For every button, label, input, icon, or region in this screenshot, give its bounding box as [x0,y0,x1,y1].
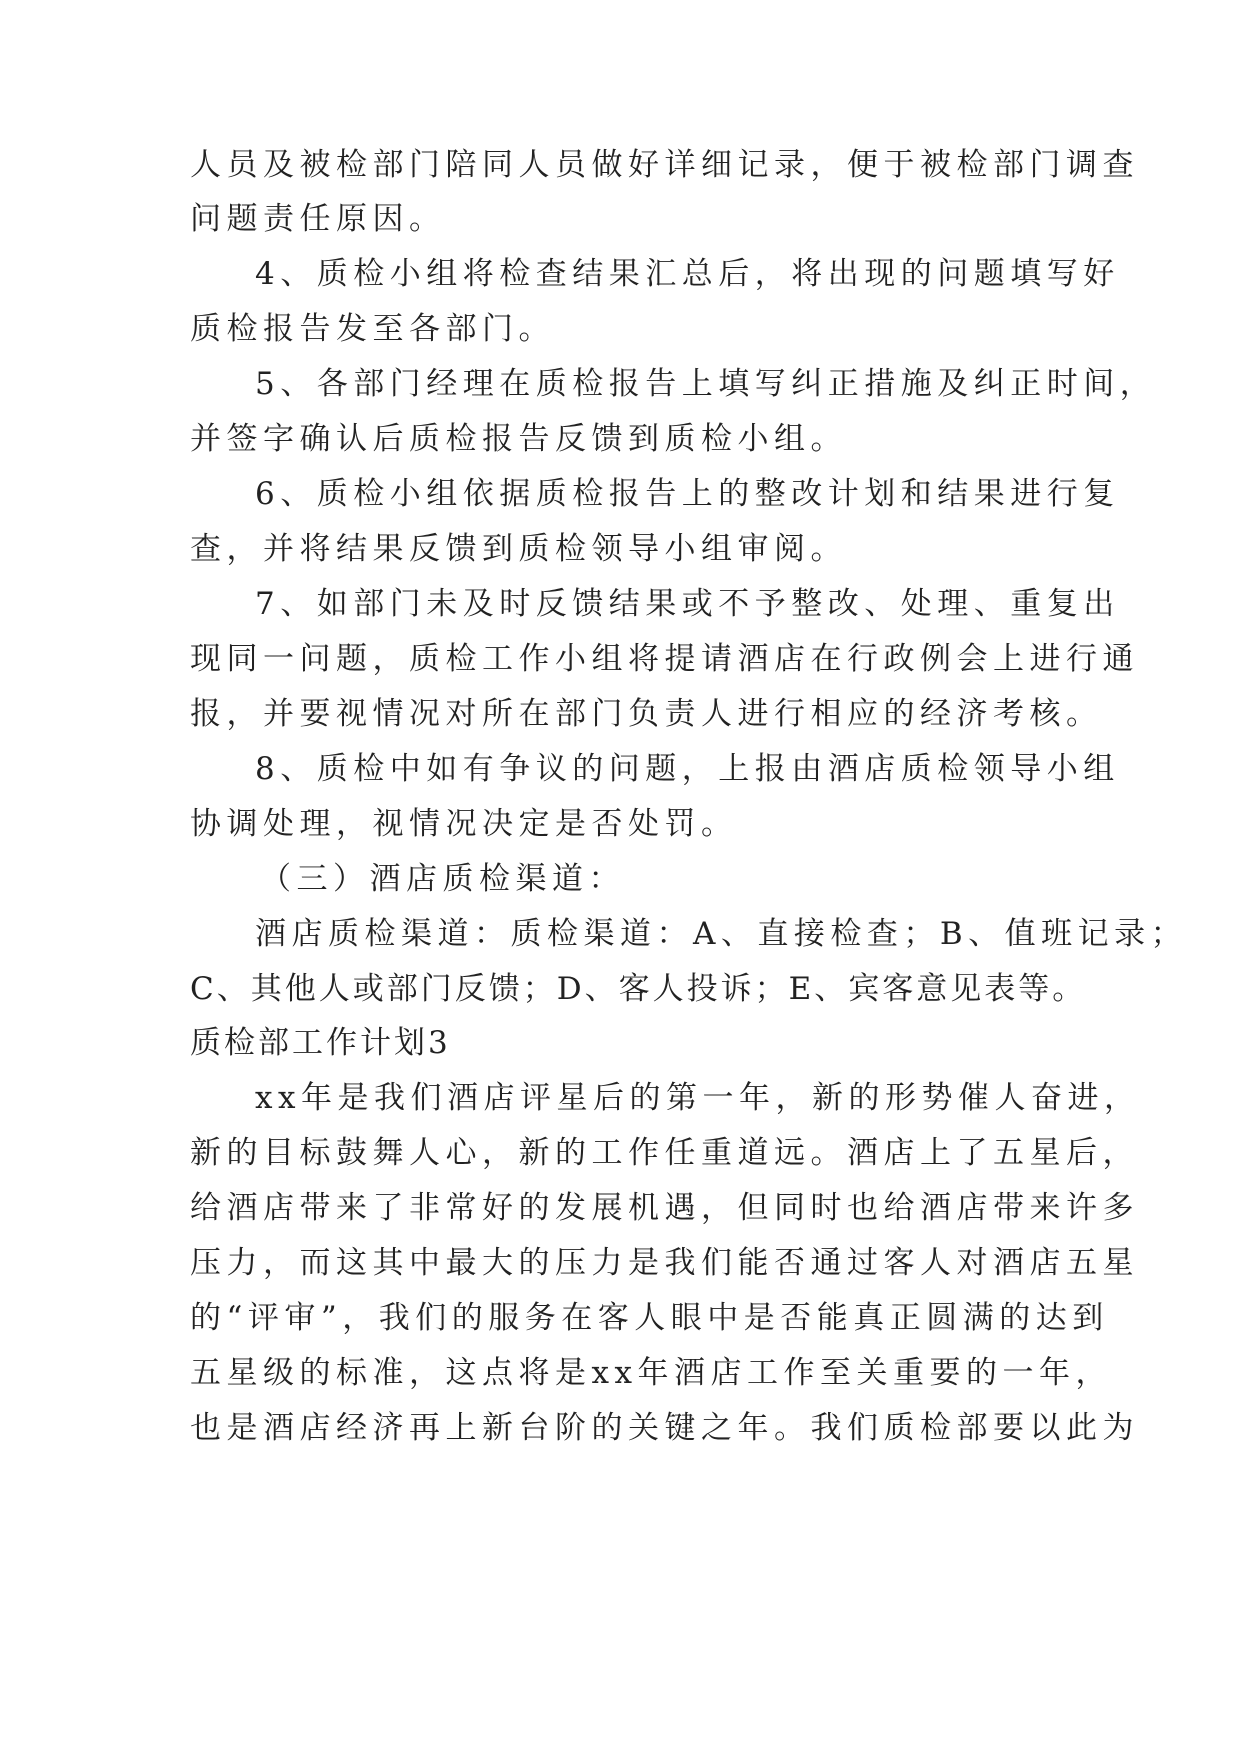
text-line: 7、如部门未及时反馈结果或不予整改、处理、重复出 [255,586,1120,622]
text-line: 也是酒店经济再上新台阶的关键之年。我们质检部要以此为 [190,1410,1139,1446]
text-line: 并签字确认后质检报告反馈到质检小组。 [190,421,847,457]
text-line: 质检报告发至各部门。 [190,311,555,347]
text-line: 报，并要视情况对所在部门负责人进行相应的经济考核。 [190,696,1103,732]
text-line: 8、质检中如有争议的问题，上报由酒店质检领导小组 [255,751,1120,787]
section-heading: （三）酒店质检渠道： [260,861,625,897]
text-line: 酒店质检渠道：质检渠道：A、直接检查；B、值班记录； [255,916,1188,952]
text-line: 给酒店带来了非常好的发展机遇，但同时也给酒店带来许多 [190,1190,1139,1226]
text-line: 压力，而这其中最大的压力是我们能否通过客人对酒店五星 [190,1245,1139,1281]
text-line: 6、质检小组依据质检报告上的整改计划和结果进行复 [255,476,1120,512]
text-line: 查，并将结果反馈到质检领导小组审阅。 [190,531,847,567]
text-line: 五星级的标准，这点将是xx年酒店工作至关重要的一年， [190,1355,1112,1391]
text-line: 的“评审”，我们的服务在客人眼中是否能真正圆满的达到 [190,1300,1109,1336]
text-line: xx年是我们酒店评星后的第一年，新的形势催人奋进， [255,1080,1141,1116]
text-line: 人员及被检部门陪同人员做好详细记录，便于被检部门调查 [190,147,1139,183]
plan-title: 质检部工作计划3 [190,1025,451,1061]
text-line: 协调处理，视情况决定是否处罚。 [190,806,738,842]
text-line: 新的目标鼓舞人心，新的工作任重道远。酒店上了五星后， [190,1135,1139,1171]
text-line: 现同一问题，质检工作小组将提请酒店在行政例会上进行通 [190,641,1139,677]
text-line: 问题责任原因。 [190,201,446,237]
text-line: C、其他人或部门反馈；D、客人投诉；E、宾客意见表等。 [190,971,1087,1007]
text-line: 5、各部门经理在质检报告上填写纠正措施及纠正时间， [255,366,1157,402]
text-line: 4、质检小组将检查结果汇总后，将出现的问题填写好 [255,256,1120,292]
